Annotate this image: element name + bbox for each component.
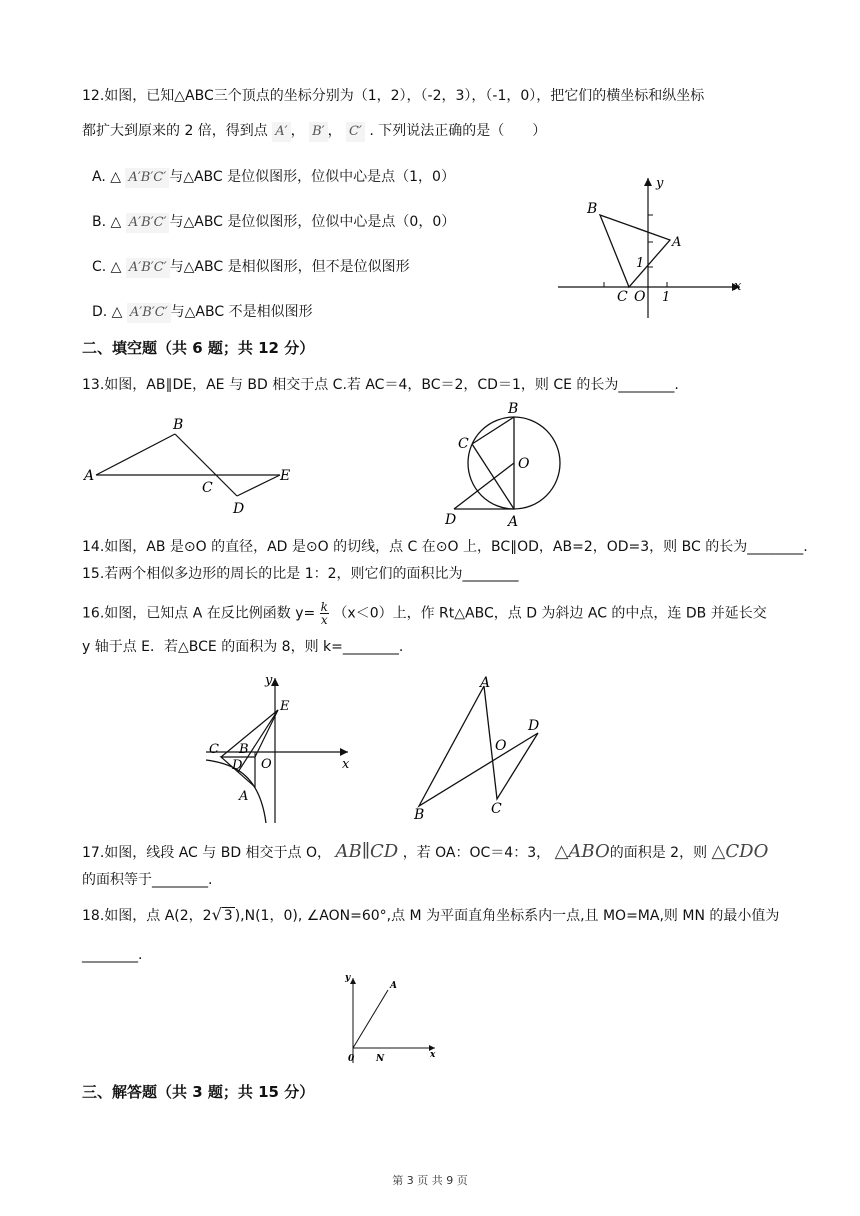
sqrt-radicand: 3 xyxy=(223,908,233,924)
y-axis-arrow xyxy=(644,178,652,186)
label-b: B xyxy=(587,201,598,217)
sqrt-icon: √ xyxy=(211,905,222,924)
option-c[interactable]: C. △ A′B′C′ 与△ABC 是相似图形，但不是位似图形 xyxy=(92,257,410,278)
y-axis-arrow xyxy=(350,978,356,984)
label-one-y: 1 xyxy=(636,256,645,271)
q13-text: 13.如图，AB∥DE，AE 与 BD 相交于点 C.若 AC＝4，BC＝2，CD＝1，则 CE 的长为________. xyxy=(82,377,679,393)
q17-line1: 17.如图，线段 AC 与 BD 相交于点 O， AB∥CD ，若 OA：OC＝4：3， △ABO的面积是 2，则 △CDO xyxy=(82,841,769,862)
label-a: A xyxy=(84,468,95,484)
label-e: E xyxy=(280,699,290,714)
section-answer-heading: 三、解答题（共 3 题；共 15 分） xyxy=(82,1083,315,1101)
q12-triangle-figure xyxy=(550,170,750,320)
label-c: C xyxy=(491,801,502,817)
label-c: C xyxy=(209,742,219,757)
segment-de xyxy=(237,475,280,496)
q12-line1: 12.如图，已知△ABC三个顶点的坐标分别为（1，2），（-2，3），（-1，0），把它们的横坐标和纵坐标 xyxy=(82,88,705,104)
bowtie-lines xyxy=(419,686,538,806)
q18-coordinate-figure xyxy=(335,968,440,1068)
q18-line2: ________. xyxy=(82,947,143,963)
label-a: A xyxy=(672,235,682,250)
triangle-symbol: A′B′C′ xyxy=(127,303,171,323)
label-a: A xyxy=(480,675,491,691)
point-b-prime: B′ xyxy=(309,122,328,142)
label-o: 0 xyxy=(348,1054,355,1064)
label-b: B xyxy=(173,417,184,433)
label-e: E xyxy=(280,468,291,484)
triangle-symbol: A′B′C′ xyxy=(126,258,170,278)
segment-od xyxy=(454,463,514,509)
triangle-abc xyxy=(600,215,670,287)
label-a: A xyxy=(390,981,397,991)
label-o: O xyxy=(261,757,272,772)
q16-line1: 16.如图，已知点 A 在反比例函数 y= $\frac{k}{x}$ （x＜0）上，作 Rt△ABC，点 D 为斜边 AC 的中点，连 DB 并延长交 xyxy=(82,600,767,627)
segment-ca xyxy=(472,444,514,509)
page-footer: 第 3 页 共 9 页 xyxy=(392,1174,468,1187)
option-a[interactable]: A. △ A′B′C′ 与△ABC 是位似图形，位似中心是点（1，0） xyxy=(92,167,455,188)
label-y: y xyxy=(345,973,351,983)
q12-line2: 都扩大到原来的 2 倍，得到点 A′ ， B′ ， C′ . 下列说法正确的是（ ） xyxy=(82,121,546,142)
triangle-abo: △ABO xyxy=(554,841,610,862)
triangle-symbol: A′B′C′ xyxy=(126,213,170,233)
ray-oa xyxy=(353,990,388,1048)
label-o: O xyxy=(634,289,646,305)
label-n: N xyxy=(376,1054,385,1064)
option-b[interactable]: B. △ A′B′C′ 与△ABC 是位似图形，位似中心是点（0，0） xyxy=(92,212,455,233)
segment-de xyxy=(238,710,278,772)
label-b: B xyxy=(508,401,519,417)
x-axis-arrow xyxy=(340,748,348,756)
label-d: D xyxy=(233,501,245,517)
q16-line2: y 轴于点 E．若△BCE 的面积为 8，则 k=________. xyxy=(82,639,404,655)
segment-ce xyxy=(221,710,278,757)
parallel-expression: AB∥CD xyxy=(335,841,399,862)
label-x: x xyxy=(430,1050,436,1060)
point-a-prime: A′ xyxy=(272,122,290,142)
label-one-x: 1 xyxy=(662,290,671,305)
label-d: D xyxy=(232,758,243,773)
label-b: B xyxy=(239,742,249,757)
label-b: B xyxy=(414,807,425,823)
label-d: D xyxy=(528,718,540,734)
label-c: C xyxy=(458,436,469,452)
label-x: x xyxy=(734,279,742,294)
label-a: A xyxy=(508,514,519,530)
q15-text: 15.若两个相似多边形的周长的比是 1：2，则它们的面积比为________ xyxy=(82,566,519,582)
label-a: A xyxy=(239,789,249,804)
point-c-prime: C′ xyxy=(346,122,365,142)
triangle-cdo: △CDO xyxy=(711,841,769,862)
q17-line2: 的面积等于________. xyxy=(82,872,213,888)
fraction-k-over-x: $\frac{k}{x}$ xyxy=(320,600,328,627)
label-c: C xyxy=(202,480,213,496)
q13-figure xyxy=(80,410,300,520)
segment-bc xyxy=(472,417,514,444)
label-d: D xyxy=(445,512,457,528)
label-c: C xyxy=(617,289,628,305)
label-o: O xyxy=(495,738,507,754)
q18-line1: 18.如图，点 A(2，2√ 3 ),N(1，0), ∠AON=60°,点 M 为平面直角坐标系内一点,且 MO=MA,则 MN 的最小值为 xyxy=(82,905,780,924)
option-d[interactable]: D. △ A′B′C′ 与△ABC 不是相似图形 xyxy=(92,302,313,323)
segment-ab xyxy=(96,434,175,475)
q14-text: 14.如图，AB 是⊙O 的直径，AD 是⊙O 的切线，点 C 在⊙O 上，BC∥OD，AB=2，OD=3，则 BC 的长为________. xyxy=(82,539,808,555)
circle-tangent-figure xyxy=(440,398,570,530)
section-fill-in-heading: 二、填空题（共 6 题；共 12 分） xyxy=(82,339,315,357)
triangle-symbol: A′B′C′ xyxy=(125,168,169,188)
label-x: x xyxy=(342,757,350,772)
q17-bowtie-figure xyxy=(405,668,565,828)
q16-hyperbola-figure xyxy=(198,668,358,828)
label-y: y xyxy=(656,176,664,191)
label-o: O xyxy=(518,456,530,472)
label-y: y xyxy=(265,673,273,688)
